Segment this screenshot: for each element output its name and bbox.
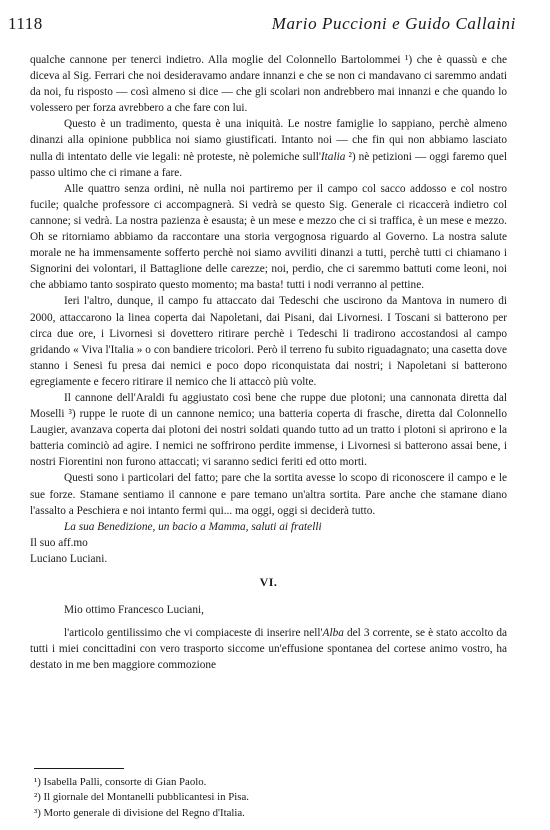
page-header bbox=[8, 14, 544, 36]
paragraph bbox=[30, 116, 507, 180]
text-run: ²) nè petizioni — oggi faremo quel passo ultimo che ci rimane a fare. bbox=[30, 150, 508, 179]
salutation: Mio ottimo Francesco Luciani, bbox=[64, 604, 204, 617]
paragraph: Il cannone dell'Araldi fu aggiustato così bene che ruppe due plotoni; una cannonata diretta dal Moselli ³) ruppe le ruote di un cannone nemico; una batteria coperta di frasche, diretta dal Colonnello Laugier, avanzava coperta dai plotoni dei nostri soldati quando tutto ad un tratto i plotoni si aprirono e la batteria cominciò ad agire. I nemici ne soffrirono perdite immense, i Livornesi si batterono assai bene, i nostri Fiorentini non furono attaccati; vi saranno sedici feriti ed otto morti. bbox=[30, 391, 507, 469]
running-title: Mario Puccioni e Guido Callaini bbox=[271, 14, 516, 33]
signature-line: Il suo aff.mo bbox=[30, 536, 88, 549]
text-run: l'articolo gentilissimo che vi compiaceste di inserire nell' bbox=[64, 627, 323, 640]
paragraph: qualche cannone per tenerci indietro. Alla moglie del Colonnello Bartolommei ¹) che è quassù e che diceva al Sig. Ferrari che noi desideravamo andare innanzi e che se non ci mandavano ci saremmo andati da noi, fu risposto — così almeno si dice — che gli scolari non andrebbero mai innanzi e che quando lo volessero per forza avrebbero a che fare con lui. bbox=[30, 54, 507, 115]
footnote-divider bbox=[34, 768, 124, 769]
footnote: ²) Il giornale del Montanelli pubblicantesi in Pisa. bbox=[34, 791, 249, 804]
newspaper-title: Alba bbox=[322, 627, 344, 640]
signature-name: Luciano Luciani. bbox=[30, 552, 108, 565]
page-number: 1118 bbox=[8, 14, 43, 33]
footnotes bbox=[34, 775, 504, 821]
paragraph bbox=[30, 625, 507, 673]
footnote: ³) Morto generale di divisione del Regno d'Italia. bbox=[34, 806, 245, 819]
letter-text bbox=[30, 52, 507, 673]
text-run: del 3 corrente, se è stato accolto da tutti i miei concittadini con vero trasporto siccome un'effusione spontanea del cortese animo vostro, ha destato in me ben maggiore commozione bbox=[30, 627, 507, 672]
footnote: ¹) Isabella Palli, consorte di Gian Paolo. bbox=[34, 776, 207, 788]
paragraph: Alle quattro senza ordini, nè nulla noi partiremo per il campo col sacco addosso e col nostro fucile; qualche professore ci accompagnerà. Si vedrà se questo Sig. Generale ci ricaccerà indietro col cannone; si vedrà. La nostra pazienza è esausta; è un mese e mezzo che ci si traffica, è un mese e mezzo. Oh se ritorniamo abbiamo da raccontare una storia vergognosa riguardo al Governo. La nostra salute morale ne ha immensamente sofferto perchè noi siamo avviliti dinanzi a tutti, perchè tutti ci chiamano i Signorini dei volontari, il Battaglione delle carezze; noi, perdio, che ci saremmo battuti come leoni, noi che abbiamo tanto sospirato questo momento; ma basta! tutti i nodi verranno al pettine. bbox=[30, 182, 507, 292]
newspaper-title: Italia bbox=[320, 150, 346, 163]
text-run: Questo è un tradimento, questa è una iniquità. Le nostre famiglie lo sappiano, perchè almeno dinanzi alla opinione pubblica noi siamo giustificati. Intanto noi — che fin qui non abbiamo lasciato nulla di intentato delle vie legali: nè proteste, nè polemiche sull' bbox=[30, 118, 507, 163]
section-heading: VI. bbox=[259, 575, 278, 589]
letter-closing: La sua Benedizione, un bacio a Mamma, saluti ai fratelli bbox=[64, 520, 322, 533]
paragraph: Ieri l'altro, dunque, il campo fu attaccato dai Tedeschi che uscirono da Mantova in numero di 2000, attaccarono la linea coperta dai Napoletani, dai Pisani, dai Livornesi. I Toscani si batterono per circa due ore, i Livornesi si dovettero ritirare perchè i Tedeschi li tradirono accostandosi al campo gridando « Viva l'Italia » o con bandiere tricolori. Però il terreno fu subito riguadagnato; una casetta dove stanno i Senesi fu presa dai nemici e poco dopo riconquistata dai nostri; i Napoletani si batterono egregiamente e fecero ritirare il nemico che li attaccò più volte. bbox=[30, 295, 507, 388]
paragraph: Questi sono i particolari del fatto; pare che la sortita avesse lo scopo di riconoscere il campo e le sue forze. Stamane sentiamo il cannone e pare temano un'altra sortita. Pare anche che stamane diano l'assalto a Peschiera e noi intanto fermi qui... ma oggi, oggi si deciderà tutto. bbox=[30, 472, 507, 517]
